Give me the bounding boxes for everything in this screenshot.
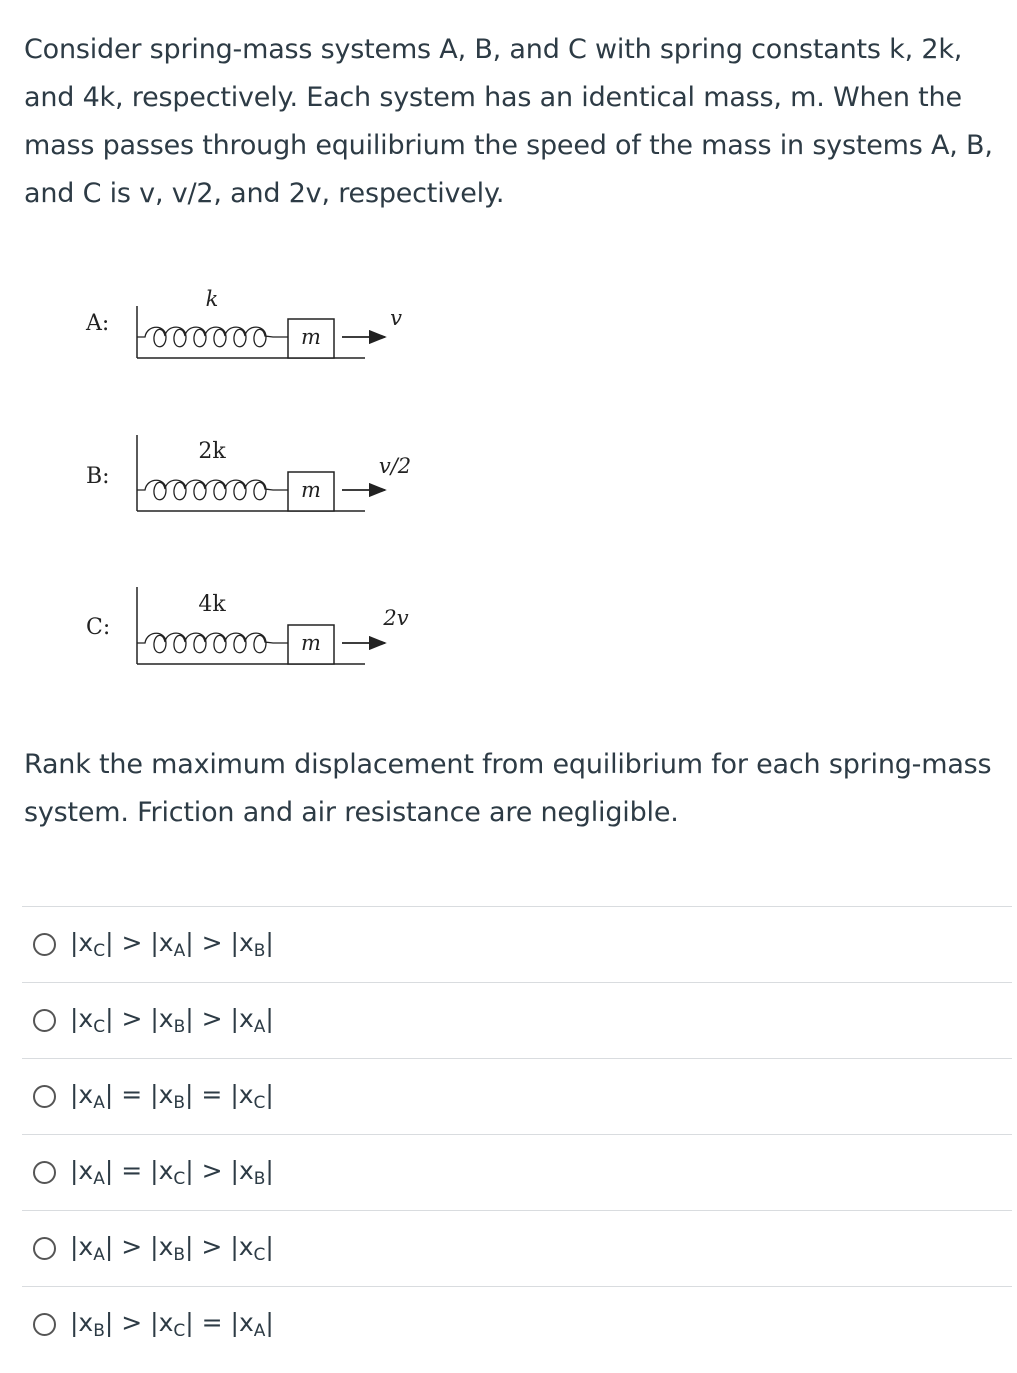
- radio-button[interactable]: [33, 1237, 56, 1260]
- question-text: Consider spring-mass systems A, B, and C with spring constants k, 2k, and 4k, respectively. Each system has an identical mass, m. When the mass passes through equilibrium the speed of the mass in systems A, B, and C is v, v/2, and 2v, respectively.: [24, 34, 993, 209]
- subscript: C: [173, 1321, 186, 1341]
- answer-option[interactable]: [22, 1210, 1012, 1286]
- comparison-operator: =: [113, 1156, 151, 1185]
- answer-option[interactable]: [22, 1058, 1012, 1134]
- system-b-mass-label: m: [301, 478, 321, 502]
- displacement-term: $|x_A|$: [150, 928, 194, 961]
- comparison-operator: =: [113, 1080, 151, 1109]
- spring-mass-diagram: [80, 280, 440, 680]
- subscript: B: [93, 1321, 105, 1341]
- answer-option[interactable]: [22, 982, 1012, 1058]
- displacement-term: $|x_C|$: [70, 1004, 114, 1037]
- system-b-label: B:: [86, 464, 110, 489]
- displacement-term: $|x_B|$: [230, 1156, 274, 1189]
- comparison-operator: >: [193, 1156, 231, 1185]
- displacement-term: $|x_A|$: [70, 1232, 114, 1265]
- system-c-velocity-label: 2v: [383, 606, 409, 630]
- system-c-mass-label: m: [301, 631, 321, 655]
- displacement-term: $|x_B|$: [150, 1004, 194, 1037]
- system-a: [85, 287, 402, 358]
- subscript: A: [93, 1245, 105, 1265]
- system-a-spring: [137, 327, 288, 347]
- radio-button[interactable]: [33, 1161, 56, 1184]
- comparison-operator: >: [193, 928, 231, 957]
- radio-button[interactable]: [33, 1313, 56, 1336]
- displacement-term: $|x_B|$: [150, 1232, 194, 1265]
- comparison-operator: =: [193, 1080, 231, 1109]
- answer-choices: [22, 906, 1012, 1362]
- comparison-operator: >: [113, 928, 151, 957]
- radio-button[interactable]: [33, 933, 56, 956]
- system-c-spring-constant: 4k: [198, 592, 226, 617]
- displacement-term: $|x_A|$: [70, 1156, 114, 1189]
- system-b-velocity-label: v/2: [378, 454, 412, 478]
- displacement-term: $|x_C|$: [70, 928, 114, 961]
- displacement-term: $|x_C|$: [230, 1232, 274, 1265]
- subscript: C: [93, 941, 106, 961]
- subscript: A: [253, 1321, 266, 1341]
- system-c-label: C:: [86, 615, 111, 640]
- system-c: [86, 587, 409, 664]
- comparison-operator: =: [193, 1308, 231, 1337]
- system-c-spring: [137, 633, 288, 653]
- comparison-operator: >: [113, 1308, 151, 1337]
- ranking-prompt-block: [24, 741, 999, 837]
- displacement-term: $|x_B|$: [150, 1080, 194, 1113]
- system-a-velocity-label: v: [390, 306, 402, 330]
- subscript: A: [253, 1017, 266, 1037]
- spring-mass-figure: [80, 280, 440, 680]
- subscript: B: [173, 1093, 186, 1113]
- comparison-operator: >: [113, 1232, 151, 1261]
- system-a-mass-label: m: [301, 325, 321, 349]
- answer-option-text: [70, 1156, 274, 1189]
- subscript: B: [173, 1245, 186, 1265]
- system-b: [86, 435, 411, 511]
- subscript: A: [173, 941, 186, 961]
- system-b-spring-constant: 2k: [198, 439, 226, 464]
- subscript: C: [173, 1169, 186, 1189]
- answer-option-text: [70, 1308, 274, 1341]
- answer-option[interactable]: [22, 906, 1012, 982]
- displacement-term: $|x_A|$: [230, 1004, 274, 1037]
- subscript: A: [93, 1169, 105, 1189]
- displacement-term: $|x_C|$: [230, 1080, 274, 1113]
- answer-option[interactable]: [22, 1134, 1012, 1210]
- subscript: C: [93, 1017, 106, 1037]
- displacement-term: $|x_B|$: [230, 928, 274, 961]
- comparison-operator: >: [193, 1004, 231, 1033]
- displacement-term: $|x_C|$: [150, 1156, 194, 1189]
- comparison-operator: >: [113, 1004, 151, 1033]
- subscript: C: [253, 1093, 266, 1113]
- system-a-spring-constant: k: [205, 287, 219, 311]
- subscript: B: [253, 1169, 266, 1189]
- displacement-term: $|x_B|$: [70, 1308, 114, 1341]
- displacement-term: $|x_C|$: [150, 1308, 194, 1341]
- subscript: B: [253, 941, 266, 961]
- answer-option-text: [70, 1232, 274, 1265]
- subscript: A: [93, 1093, 105, 1113]
- answer-option-text: [70, 1080, 274, 1113]
- displacement-term: $|x_A|$: [70, 1080, 114, 1113]
- subscript: C: [253, 1245, 266, 1265]
- answer-option-text: [70, 1004, 274, 1037]
- system-b-spring: [137, 480, 288, 500]
- subscript: B: [173, 1017, 186, 1037]
- system-a-label: A:: [86, 311, 110, 336]
- question-text-block: [24, 26, 999, 218]
- answer-option[interactable]: [22, 1286, 1012, 1362]
- comparison-operator: >: [193, 1232, 231, 1261]
- answer-option-text: [70, 928, 274, 961]
- radio-button[interactable]: [33, 1009, 56, 1032]
- radio-button[interactable]: [33, 1085, 56, 1108]
- displacement-term: $|x_A|$: [230, 1308, 274, 1341]
- ranking-prompt-text: Rank the maximum displacement from equilibrium for each spring-mass system. Friction and air resistance are negligible.: [24, 749, 992, 828]
